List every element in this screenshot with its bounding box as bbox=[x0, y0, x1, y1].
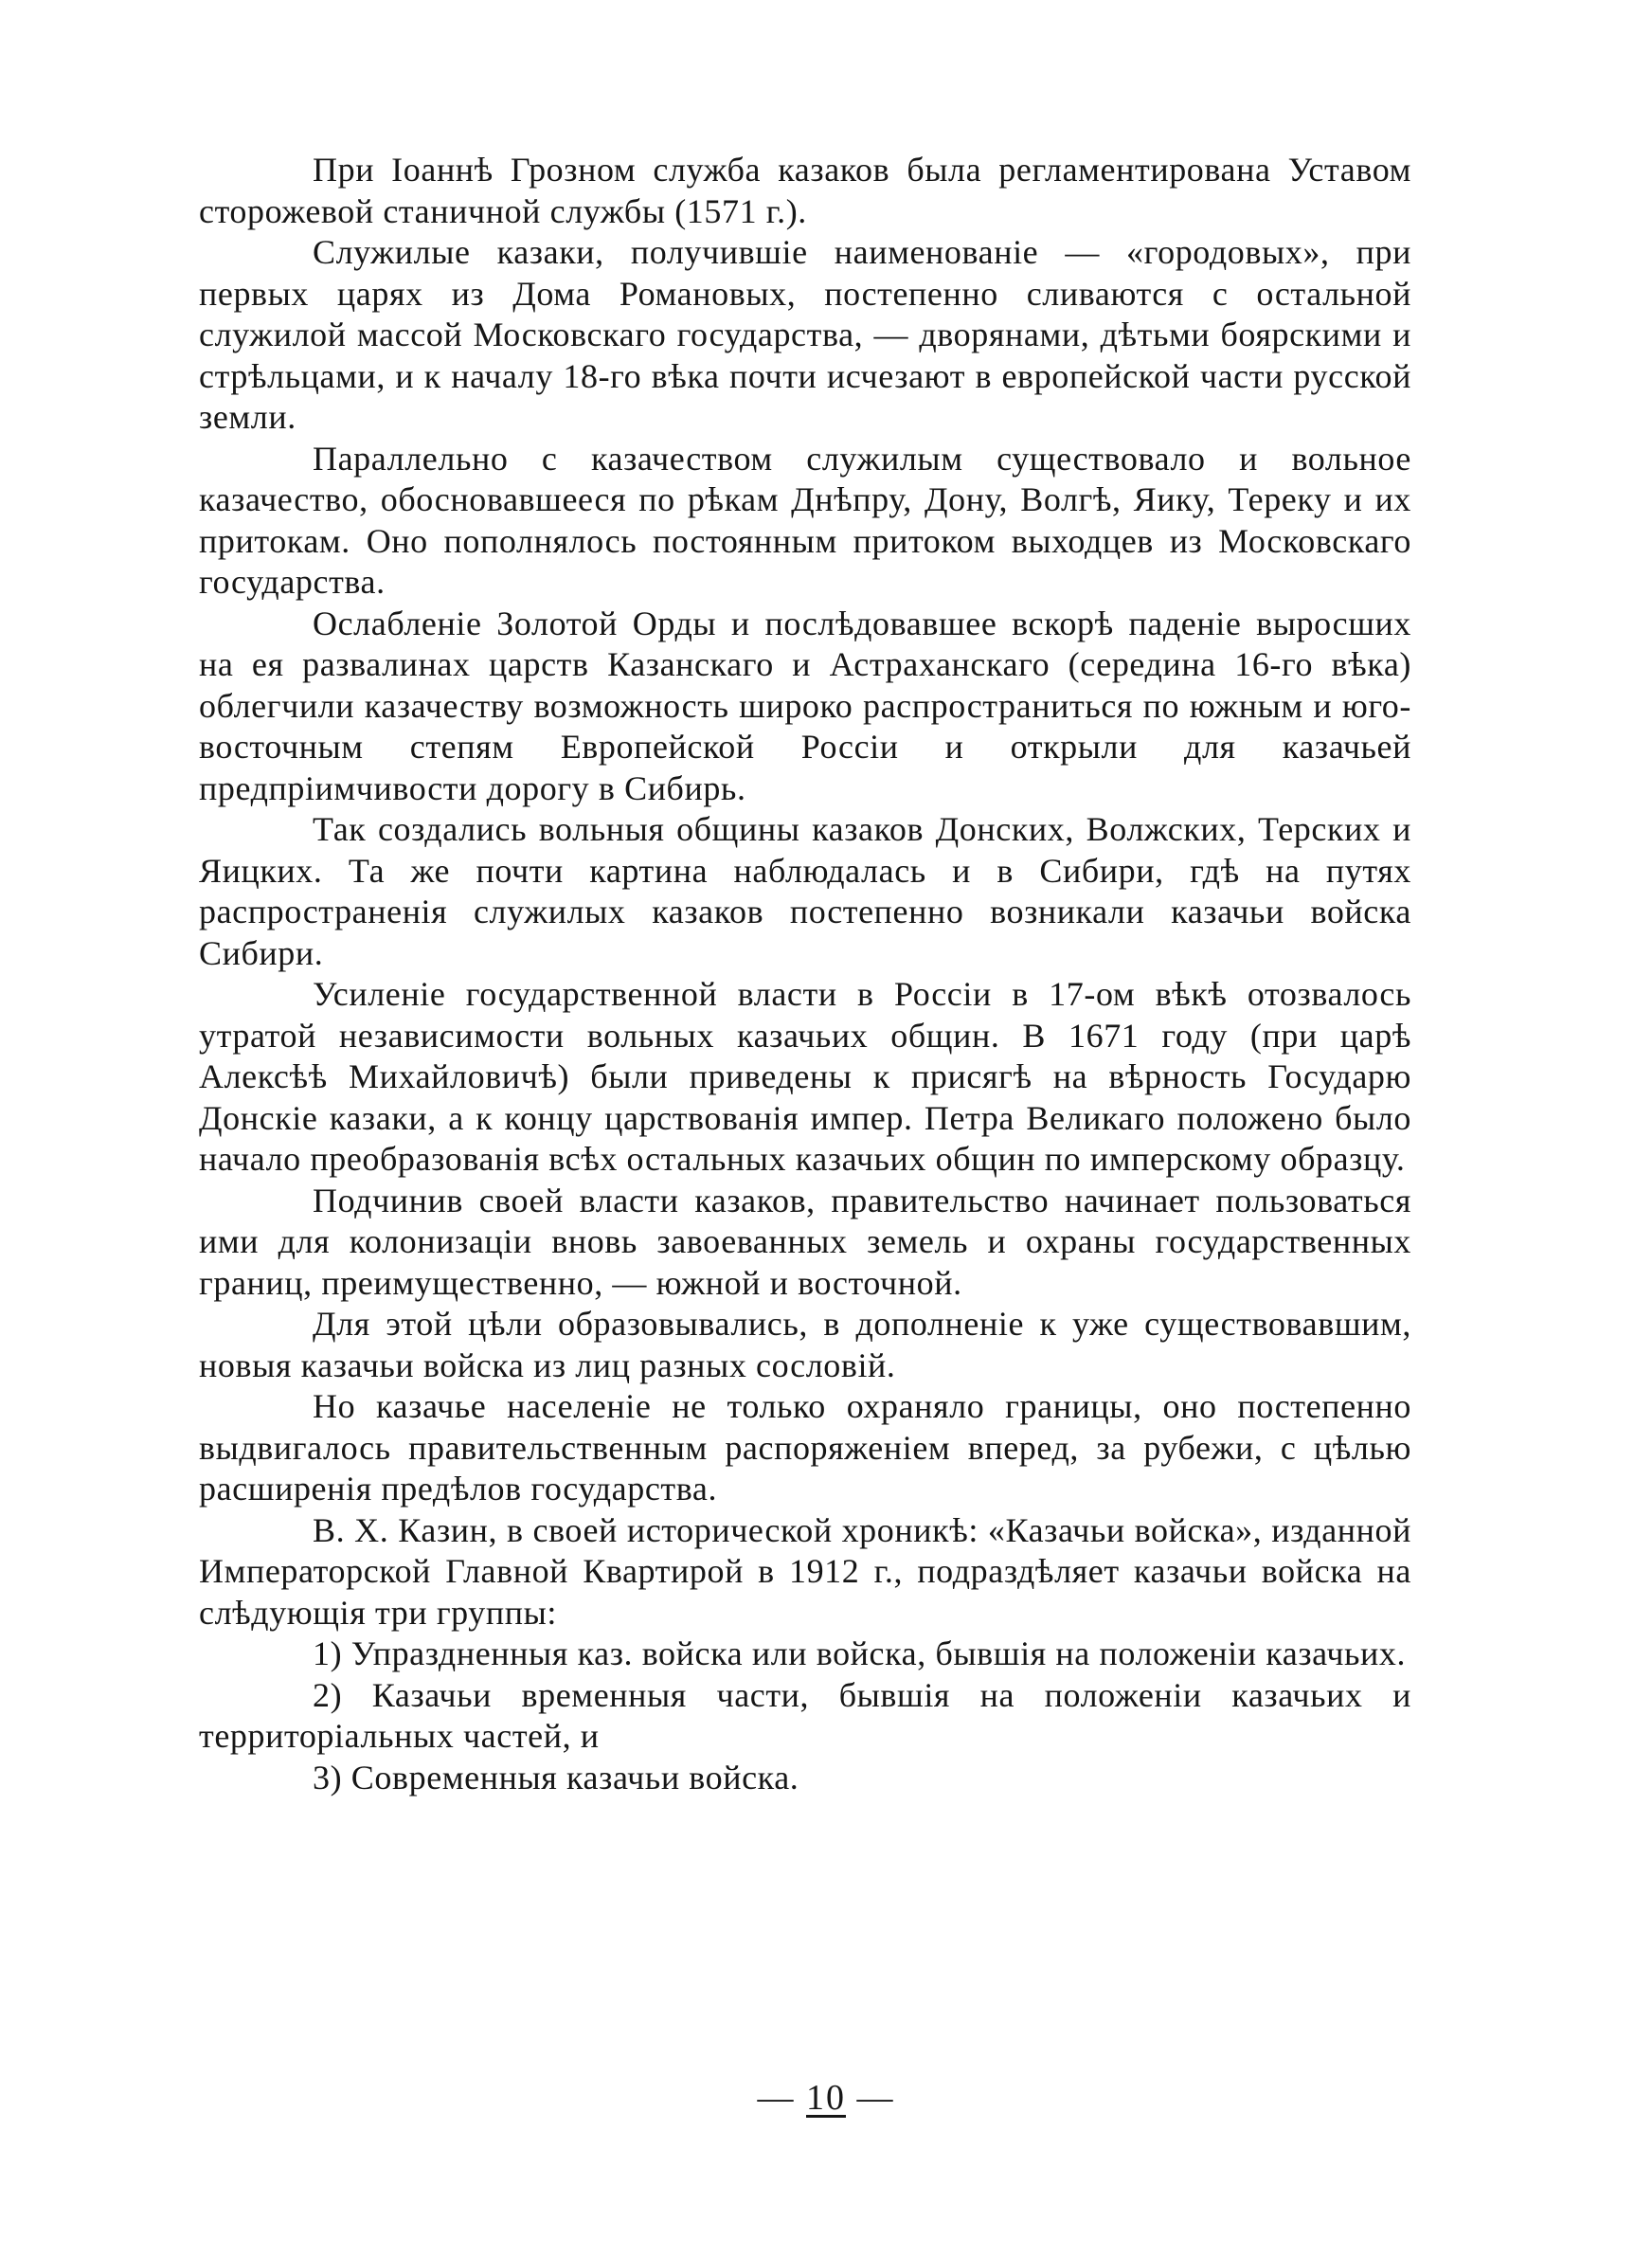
paragraph-1: При Іоаннѣ Грозном служба казаков была регламентирована Уставом сторожевой станичной службы (1571 г.). bbox=[199, 151, 1411, 230]
paragraph-10: В. Х. Казин, в своей исторической хроникѣ: «Казачьи войска», изданной Императорской Главной Квартирой в 1912 г., подраздѣляет казачьи войска на слѣдующія три группы: bbox=[199, 1510, 1411, 1632]
list-item-1: 1) Упраздненныя каз. войска или войска, бывшія на положеніи казачьих. bbox=[313, 1634, 1407, 1672]
paragraph-9: Но казачье населеніе не только охраняло границы, оно постепенно выдвигалось правительственным распоряженіем вперед, за рубежи, с цѣлью расширенія предѣлов государства. bbox=[199, 1387, 1411, 1508]
paragraph-6: Усиленіе государственной власти в Россіи в 17-ом вѣкѣ отозвалось утратой независимости вольных казачьих общин. В 1671 году (при царѣ Алексѣѣ Михайловичѣ) были приведены к присягѣ на вѣрность Государю Донскіе казаки, а к концу царствованія импер. Петра Великаго положено было начало преобразованія всѣх остальных казачьих общин по имперскому образцу. bbox=[199, 975, 1411, 1178]
page-number-dash-left: — bbox=[757, 2078, 796, 2118]
paragraph-3: Параллельно с казачеством служилым существовало и вольное казачество, обосновавшееся по рѣкам Днѣпру, Дону, Волгѣ, Яику, Тереку и их притокам. Оно пополнялось постоянным притоком выходцев из Московскаго государства. bbox=[199, 439, 1411, 601]
page-number-value: 10 bbox=[806, 2078, 846, 2118]
paragraph-2: Служилые казаки, получившіе наименованіе — «городовых», при первых царях из Дома Романовых, постепенно сливаются с остальной служилой массой Московскаго государства, — дворянами, дѣтьми боярскими и стрѣльцами, и к началу 18-го вѣка почти исчезают в европейской части русской земли. bbox=[199, 233, 1411, 436]
paragraph-5: Так создались вольныя общины казаков Донских, Волжских, Терских и Яицких. Та же почти картина наблюдалась и в Сибири, гдѣ на путях распространенія служилых казаков постепенно возникали казачьи войска Сибири. bbox=[199, 810, 1411, 972]
paragraph-7: Подчинив своей власти казаков, правительство начинает пользоваться ими для колонизаціи вновь завоеванных земель и охраны государственных границ, преимущественно, — южной и восточной. bbox=[199, 1181, 1411, 1302]
list-item-2: 2) Казачьи временныя части, бывшія на положеніи казачьих и территоріальных частей, и bbox=[199, 1675, 1411, 1755]
body-text bbox=[199, 150, 1411, 1798]
list-item-3: 3) Современныя казачьи войска. bbox=[313, 1758, 799, 1797]
page-number bbox=[0, 2077, 1652, 2119]
paragraph-4: Ослабленіе Золотой Орды и послѣдовавшее вскорѣ паденіе выросших на ея развалинах царств Казанскаго и Астраханскаго (середина 16-го вѣка) облегчили казачеству возможность широко распространиться по южным и юго-восточным степям Европейской Россіи и открыли для казачьей предпріимчивости дорогу в Сибирь. bbox=[199, 604, 1411, 807]
paragraph-8: Для этой цѣли образовывались, в дополненіе к уже существовавшим, новыя казачьи войска из лиц разных сословій. bbox=[199, 1305, 1411, 1384]
page-number-dash-right: — bbox=[856, 2078, 895, 2118]
